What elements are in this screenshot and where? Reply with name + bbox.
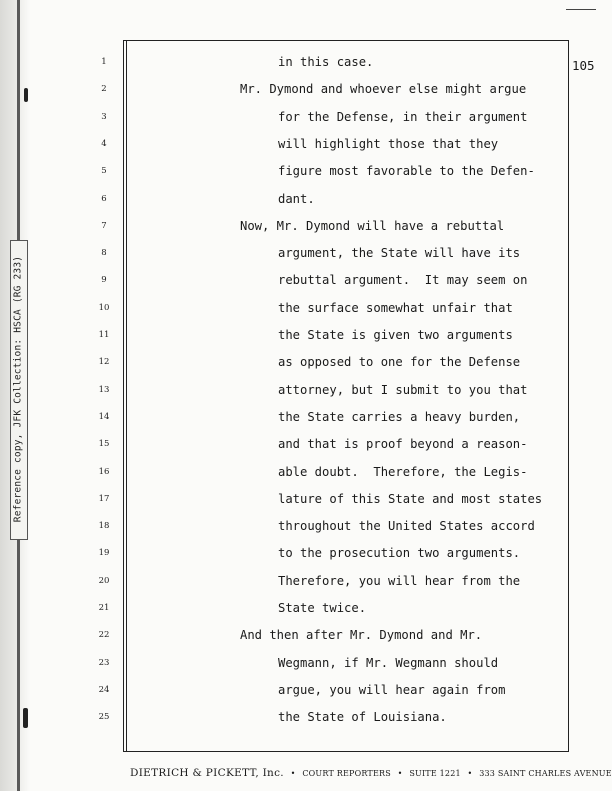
transcript-line: Wegmann, if Mr. Wegmann should [278, 655, 499, 670]
transcript-frame-top [123, 40, 569, 41]
transcript-frame-right [568, 40, 569, 751]
line-number: 8 [101, 248, 107, 259]
footer-firm: DIETRICH & PICKETT, Inc. [130, 767, 284, 779]
transcript-line: dant. [278, 191, 315, 206]
line-number: 13 [98, 384, 110, 395]
transcript-line: to the prosecution two arguments. [278, 546, 521, 561]
footer [130, 767, 612, 779]
transcript-frame-bottom [123, 751, 569, 752]
transcript-line: Now, Mr. Dymond will have a rebuttal [240, 218, 505, 233]
line-number: 15 [98, 439, 110, 450]
transcript-line: will highlight those that they [278, 136, 499, 151]
line-number: 25 [98, 712, 110, 723]
line-number: 20 [98, 575, 110, 586]
footer-separator: • [467, 769, 473, 778]
line-number: 21 [98, 603, 110, 613]
transcript-line: the State of Louisiana. [278, 710, 447, 725]
transcript-line: and that is proof beyond a reason- [278, 437, 528, 452]
transcript-line: Therefore, you will hear from the [278, 573, 521, 588]
line-number: 16 [98, 466, 110, 477]
transcript-line: argue, you will hear again from [278, 682, 506, 697]
line-number: 5 [101, 166, 107, 177]
line-number: 12 [98, 357, 110, 368]
line-number: 6 [101, 193, 107, 204]
line-number: 22 [98, 630, 110, 641]
line-number: 23 [98, 657, 110, 668]
footer-address: 333 SAINT CHARLES AVENUE [479, 769, 612, 778]
archive-stamp-text: Reference copy, JFK Collection: HSCA (RG 233) [12, 255, 24, 523]
top-corner-dash [566, 9, 596, 10]
transcript-line: attorney, but I submit to you that [278, 382, 528, 397]
line-number: 14 [98, 411, 110, 422]
transcript-line: the surface somewhat unfair that [278, 300, 513, 315]
transcript-line: lature of this State and most states [278, 491, 543, 506]
line-number: 9 [101, 275, 107, 286]
line-number: 18 [98, 521, 110, 532]
transcript-line: as opposed to one for the Defense [278, 355, 521, 370]
transcript-line: State twice. [278, 601, 367, 615]
footer-separator: • [290, 769, 296, 778]
line-number: 19 [98, 548, 110, 559]
transcript-frame-left-inner [126, 40, 127, 751]
transcript-line: for the Defense, in their argument [278, 109, 528, 124]
transcript-line: And then after Mr. Dymond and Mr. [240, 628, 483, 643]
transcript-line: in this case. [278, 55, 374, 69]
line-number: 1 [101, 57, 107, 67]
transcript-line: rebuttal argument. It may seem on [278, 273, 528, 288]
transcript-frame-left [123, 40, 124, 751]
line-number: 2 [101, 84, 107, 95]
binding-clip-mark [24, 88, 28, 102]
line-number: 7 [101, 220, 107, 231]
transcript-line: the State is given two arguments [278, 328, 513, 342]
transcript-line: Mr. Dymond and whoever else might argue [240, 82, 527, 97]
footer-suite: SUITE 1221 [409, 769, 461, 778]
line-number: 3 [101, 111, 107, 122]
transcript-line: throughout the United States accord [278, 519, 535, 534]
line-number: 10 [98, 302, 110, 313]
footer-separator: • [397, 769, 403, 778]
binding-clip-mark [23, 708, 28, 728]
transcript-line: figure most favorable to the Defen- [278, 164, 535, 179]
footer-service: COURT REPORTERS [302, 769, 391, 778]
line-number: 4 [101, 138, 107, 149]
transcript-line: argument, the State will have its [278, 246, 521, 261]
line-number: 17 [98, 493, 110, 504]
line-number: 11 [98, 330, 110, 340]
transcript-line: able doubt. Therefore, the Legis- [278, 464, 528, 479]
transcript-line: the State carries a heavy burden, [278, 409, 521, 424]
line-number: 24 [98, 684, 110, 695]
page-number: 105 [572, 58, 595, 73]
